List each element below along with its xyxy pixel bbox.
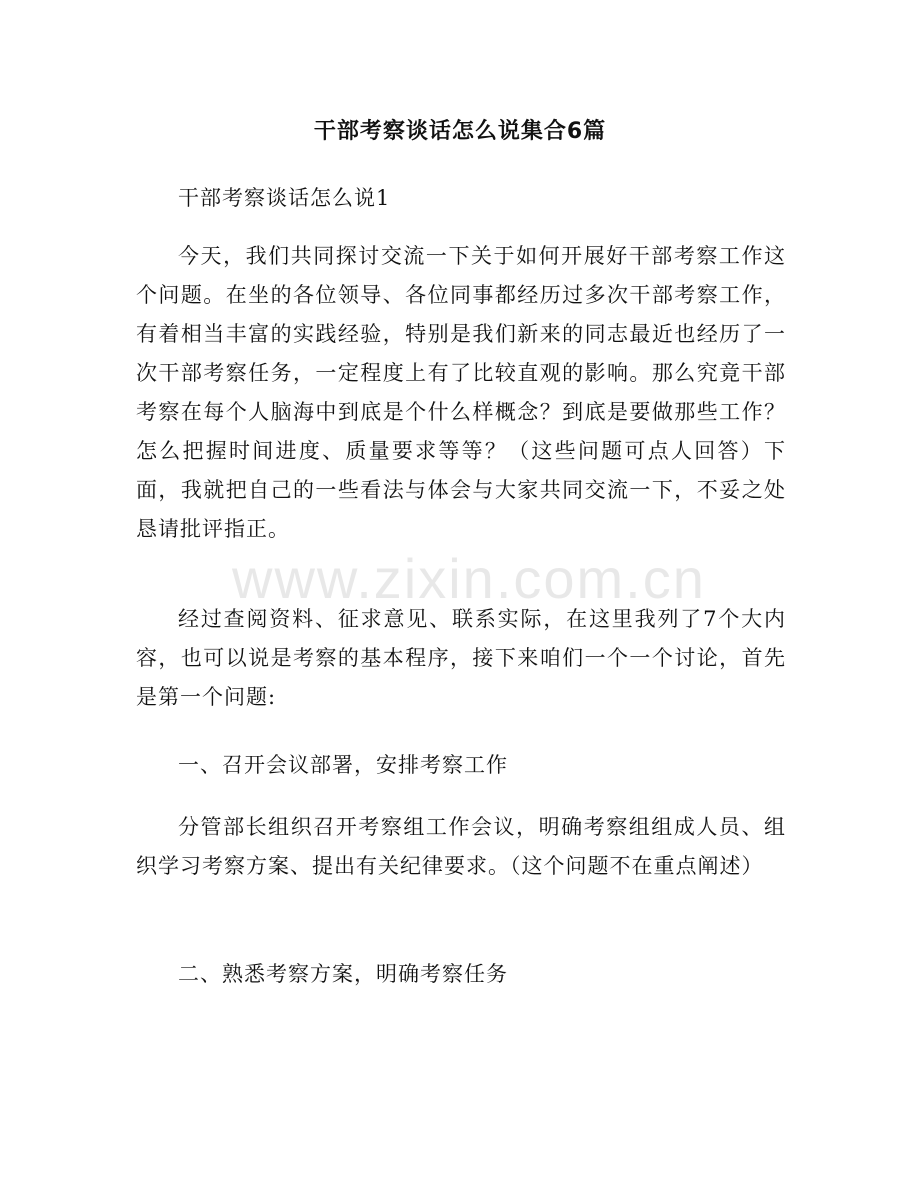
heading-item-1: 一、召开会议部署，安排考察工作 [178,753,508,777]
watermark: www.zixin.com.cn [232,547,706,610]
paragraph-item-1: 分管部长组织召开考察组工作会议，明确考察组组成人员、组织学习考察方案、提出有关纪律要求。（这个问题不在重点阐述） [136,815,786,878]
section-heading: 干部考察谈话怎么说1 [178,186,391,210]
document-title: 干部考察谈话怎么说集合6篇 [313,119,607,144]
paragraph-intro: 今天，我们共同探讨交流一下关于如何开展好干部考察工作这个问题。在坐的各位领导、各位同事都经历过多次干部考察工作，有着相当丰富的实践经验，特别是我们新来的同志最近也经历了一次干部考察任务，一定程度上有了比较直观的影响。那么究竟干部考察在每个人脑海中到底是个什么样概念？到底是要做那些工作？怎么把握时间进度、质量要求等等？（这些问题可点人回答）下面，我就把自己的一些看法与体会与大家共同交流一下，不妥之处恳请批评指正。 [136,244,786,541]
heading-item-2: 二、熟悉考察方案，明确考察任务 [178,962,508,986]
paragraph-outline: 经过查阅资料、征求意见、联系实际，在这里我列了7个大内容，也可以说是考察的基本程序，接下来咱们一个一个讨论，首先是第一个问题: [136,607,786,709]
